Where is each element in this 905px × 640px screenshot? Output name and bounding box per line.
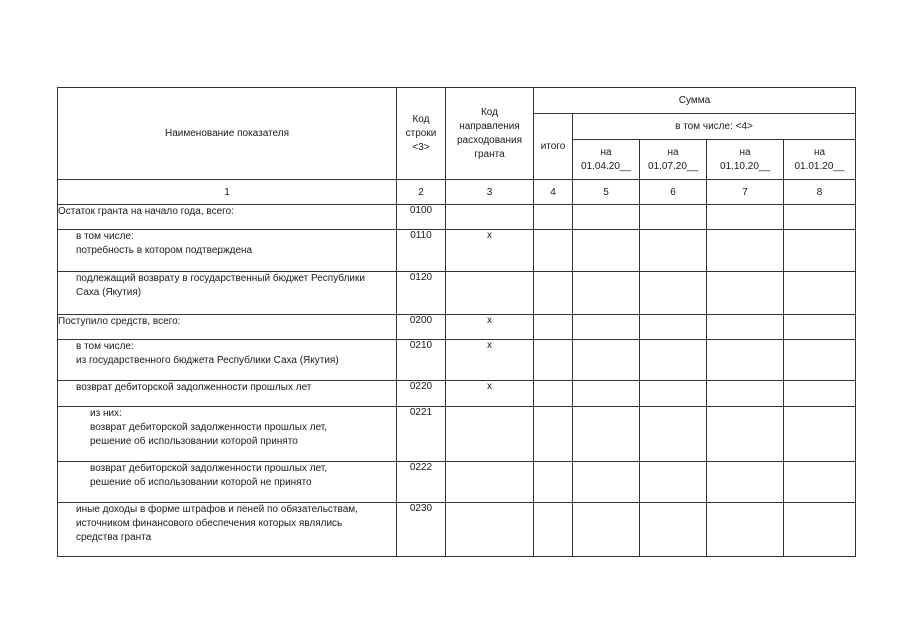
column-number: 1 xyxy=(58,180,397,205)
value-cell xyxy=(784,315,856,340)
header-direction-line: расходования xyxy=(456,134,523,146)
row-name xyxy=(58,315,397,340)
column-number: 7 xyxy=(707,180,784,205)
row-name-line: иные доходы в форме штрафов и пеней по обязательствам, xyxy=(76,504,358,515)
row-code: 0221 xyxy=(397,407,446,462)
row-code: 0120 xyxy=(397,272,446,315)
value-cell xyxy=(707,381,784,407)
table-row xyxy=(58,340,856,381)
header-date-prefix: на xyxy=(600,146,612,158)
row-direction: x xyxy=(446,381,534,407)
row-code: 0100 xyxy=(397,205,446,230)
row-name xyxy=(58,230,397,272)
header-date-value: 01.04.20__ xyxy=(580,160,632,172)
row-direction: x xyxy=(446,315,534,340)
table-row xyxy=(58,272,856,315)
header-date-q2 xyxy=(640,140,707,180)
value-cell xyxy=(534,407,573,462)
header-date-q1 xyxy=(573,140,640,180)
header-direction-line: гранта xyxy=(474,148,505,160)
table-row xyxy=(58,381,856,407)
header-code-line: строки xyxy=(405,127,437,139)
value-cell xyxy=(534,230,573,272)
header-direction-line: Код xyxy=(480,106,498,118)
row-name-line: решение об использовании которой принято xyxy=(90,436,298,447)
value-cell xyxy=(534,205,573,230)
value-cell xyxy=(534,272,573,315)
value-cell xyxy=(573,503,640,557)
value-cell xyxy=(784,407,856,462)
value-cell xyxy=(707,272,784,315)
header-total: итого xyxy=(534,114,573,180)
row-name-line: возврат дебиторской задолженности прошлых лет, xyxy=(90,422,328,433)
row-name-line: решение об использовании которой не принято xyxy=(90,477,312,488)
header-code-line: Код xyxy=(412,113,430,125)
row-name xyxy=(58,381,397,407)
value-cell xyxy=(640,462,707,503)
column-number: 3 xyxy=(446,180,534,205)
row-name-line: возврат дебиторской задолженности прошлых лет xyxy=(76,382,312,393)
row-direction xyxy=(446,205,534,230)
header-date-prefix: на xyxy=(813,146,826,158)
row-code: 0220 xyxy=(397,381,446,407)
row-name-line: Остаток гранта на начало года, всего: xyxy=(58,206,234,217)
value-cell xyxy=(534,340,573,381)
value-cell xyxy=(784,381,856,407)
row-name-line: Поступило средств, всего: xyxy=(58,316,181,327)
row-name-line: подлежащий возврату в государственный бюджет Республики xyxy=(76,273,365,284)
column-number: 5 xyxy=(573,180,640,205)
header-date-q4 xyxy=(784,140,856,180)
value-cell xyxy=(784,230,856,272)
row-name-line: в том числе: xyxy=(76,231,134,242)
row-direction: x xyxy=(446,230,534,272)
row-name-line: источником финансового обеспечения которых являлись xyxy=(76,518,343,529)
row-name xyxy=(58,407,397,462)
value-cell xyxy=(573,340,640,381)
value-cell xyxy=(707,315,784,340)
row-name-line: средства гранта xyxy=(76,532,152,543)
value-cell xyxy=(640,272,707,315)
row-code: 0222 xyxy=(397,462,446,503)
column-number-row xyxy=(58,180,856,205)
row-direction xyxy=(446,462,534,503)
value-cell xyxy=(640,315,707,340)
row-code: 0210 xyxy=(397,340,446,381)
row-name-line: в том числе: xyxy=(76,341,134,352)
value-cell xyxy=(707,503,784,557)
column-number: 8 xyxy=(784,180,856,205)
table-row xyxy=(58,315,856,340)
value-cell xyxy=(534,503,573,557)
value-cell xyxy=(640,340,707,381)
header-date-prefix: на xyxy=(667,146,679,158)
value-cell xyxy=(534,462,573,503)
value-cell xyxy=(784,503,856,557)
row-name xyxy=(58,462,397,503)
row-direction xyxy=(446,407,534,462)
value-cell xyxy=(784,340,856,381)
row-name xyxy=(58,503,397,557)
value-cell xyxy=(640,230,707,272)
row-name-line: потребность в котором подтверждена xyxy=(76,245,253,256)
value-cell xyxy=(784,462,856,503)
table-row xyxy=(58,407,856,462)
table-row xyxy=(58,503,856,557)
row-direction: x xyxy=(446,340,534,381)
row-direction xyxy=(446,272,534,315)
value-cell xyxy=(640,407,707,462)
value-cell xyxy=(534,315,573,340)
value-cell xyxy=(573,272,640,315)
row-name-line: из государственного бюджета Республики Саха (Якутия) xyxy=(76,355,339,366)
row-name xyxy=(58,340,397,381)
row-name xyxy=(58,205,397,230)
value-cell xyxy=(707,340,784,381)
value-cell xyxy=(534,381,573,407)
row-code: 0200 xyxy=(397,315,446,340)
value-cell xyxy=(784,205,856,230)
row-name-line: Саха (Якутия) xyxy=(76,287,142,298)
value-cell xyxy=(573,407,640,462)
header-name: Наименование показателя xyxy=(58,88,397,180)
header-date-value: 01.01.20__ xyxy=(794,160,845,172)
header-direction xyxy=(446,88,534,180)
grant-report-table xyxy=(57,87,856,557)
header-code-line: <3> xyxy=(412,141,430,153)
header-code xyxy=(397,88,446,180)
value-cell xyxy=(573,230,640,272)
value-cell xyxy=(707,462,784,503)
row-code: 0110 xyxy=(397,230,446,272)
column-number: 6 xyxy=(640,180,707,205)
value-cell xyxy=(573,315,640,340)
row-code: 0230 xyxy=(397,503,446,557)
column-number: 2 xyxy=(397,180,446,205)
column-number: 4 xyxy=(534,180,573,205)
header-date-value: 01.07.20__ xyxy=(647,160,699,172)
value-cell xyxy=(707,230,784,272)
table-row xyxy=(58,230,856,272)
header-date-q3 xyxy=(707,140,784,180)
value-cell xyxy=(573,462,640,503)
value-cell xyxy=(640,205,707,230)
value-cell xyxy=(784,272,856,315)
value-cell xyxy=(707,205,784,230)
header-including: в том числе: <4> xyxy=(573,114,856,140)
value-cell xyxy=(573,205,640,230)
table-row xyxy=(58,205,856,230)
row-direction xyxy=(446,503,534,557)
value-cell xyxy=(707,407,784,462)
value-cell xyxy=(640,381,707,407)
row-name-line: из них: xyxy=(90,408,122,419)
header-direction-line: направления xyxy=(459,120,520,132)
table-row xyxy=(58,462,856,503)
header-sum: Сумма xyxy=(534,88,856,114)
row-name xyxy=(58,272,397,315)
row-name-line: возврат дебиторской задолженности прошлых лет, xyxy=(90,463,328,474)
value-cell xyxy=(573,381,640,407)
header-date-value: 01.10.20__ xyxy=(719,160,771,172)
value-cell xyxy=(640,503,707,557)
header-date-prefix: на xyxy=(739,146,751,158)
